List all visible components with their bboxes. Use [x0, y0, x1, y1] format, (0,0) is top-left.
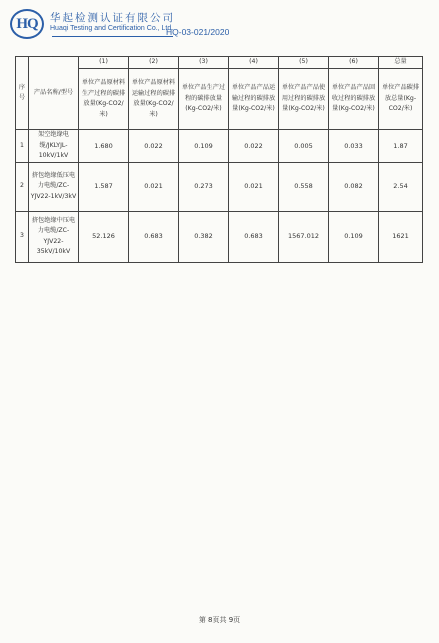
column-number: (6): [329, 57, 379, 69]
table-cell: 0.382: [179, 211, 229, 262]
seq-header: 序号: [16, 57, 29, 130]
page-number: 第 8页共 9页: [198, 616, 241, 624]
column-number: (4): [229, 57, 279, 69]
table-cell: 0.683: [129, 211, 179, 262]
row-seq: 1: [16, 130, 29, 163]
row-product-name: 挤包绝缘低压电力电缆/ZC-YJV22-1kV/3kV: [29, 162, 79, 211]
table-cell: 0.022: [229, 130, 279, 163]
table-cell: 52.126: [79, 211, 129, 262]
table-cell: 0.558: [279, 162, 329, 211]
table-cell: 0.683: [229, 211, 279, 262]
table-cell-total: 1621: [379, 211, 423, 262]
table-cell: 0.033: [329, 130, 379, 163]
column-header: 单位产品产品使用过程的碳排放量(Kg-CO2/米): [279, 69, 329, 130]
row-seq: 3: [16, 211, 29, 262]
row-product-name: 架空绝缘电缆/JKLYJL-10kV/1kV: [29, 130, 79, 163]
document-header: [8, 7, 433, 43]
carbon-emission-table: [15, 56, 423, 263]
table-cell: 1.680: [79, 130, 129, 163]
column-header: 单位产品原材料运输过程的碳排放量(Kg-CO2/米): [129, 69, 179, 130]
table-cell-total: 1.87: [379, 130, 423, 163]
table-cell: 0.109: [329, 211, 379, 262]
document-code: HQ-03-021/2020: [166, 27, 230, 37]
company-logo: HQ: [10, 9, 44, 39]
column-number: (3): [179, 57, 229, 69]
table-cell: 0.021: [229, 162, 279, 211]
table-cell: 0.109: [179, 130, 229, 163]
column-number: (1): [79, 57, 129, 69]
column-header: 单位产品碳排放总量(Kg-CO2/米): [379, 69, 423, 130]
company-name-en: Huaqi Testing and Certification Co., Ltd.: [50, 25, 174, 32]
column-header: 单位产品生产过程的碳排放量(Kg-CO2/米): [179, 69, 229, 130]
company-name-cn: 华起检测认证有限公司: [50, 12, 175, 24]
table-row: [16, 211, 423, 262]
row-seq: 2: [16, 162, 29, 211]
name-header: 产品名称/型号: [29, 57, 79, 130]
table-cell: 0.005: [279, 130, 329, 163]
table-row: [16, 130, 423, 163]
header-rule: [52, 36, 173, 37]
table-cell: 1567.012: [279, 211, 329, 262]
column-number: (5): [279, 57, 329, 69]
table-cell: 0.273: [179, 162, 229, 211]
table-cell-total: 2.54: [379, 162, 423, 211]
table-cell: 0.022: [129, 130, 179, 163]
table-cell: 0.021: [129, 162, 179, 211]
table-cell: 0.082: [329, 162, 379, 211]
table-cell: 1.587: [79, 162, 129, 211]
column-header: 单位产品产品回收过程的碳排放量(Kg-CO2/米): [329, 69, 379, 130]
column-number: (2): [129, 57, 179, 69]
row-product-name: 挤包绝缘中压电力电缆/ZC-YJV22-35kV/10kV: [29, 211, 79, 262]
table-row: [16, 162, 423, 211]
column-number: 总量: [379, 57, 423, 69]
column-header: 单位产品原材料生产过程的碳排放量(Kg-CO2/米): [79, 69, 129, 130]
column-header: 单位产品产品运输过程的碳排放量(Kg-CO2/米): [229, 69, 279, 130]
